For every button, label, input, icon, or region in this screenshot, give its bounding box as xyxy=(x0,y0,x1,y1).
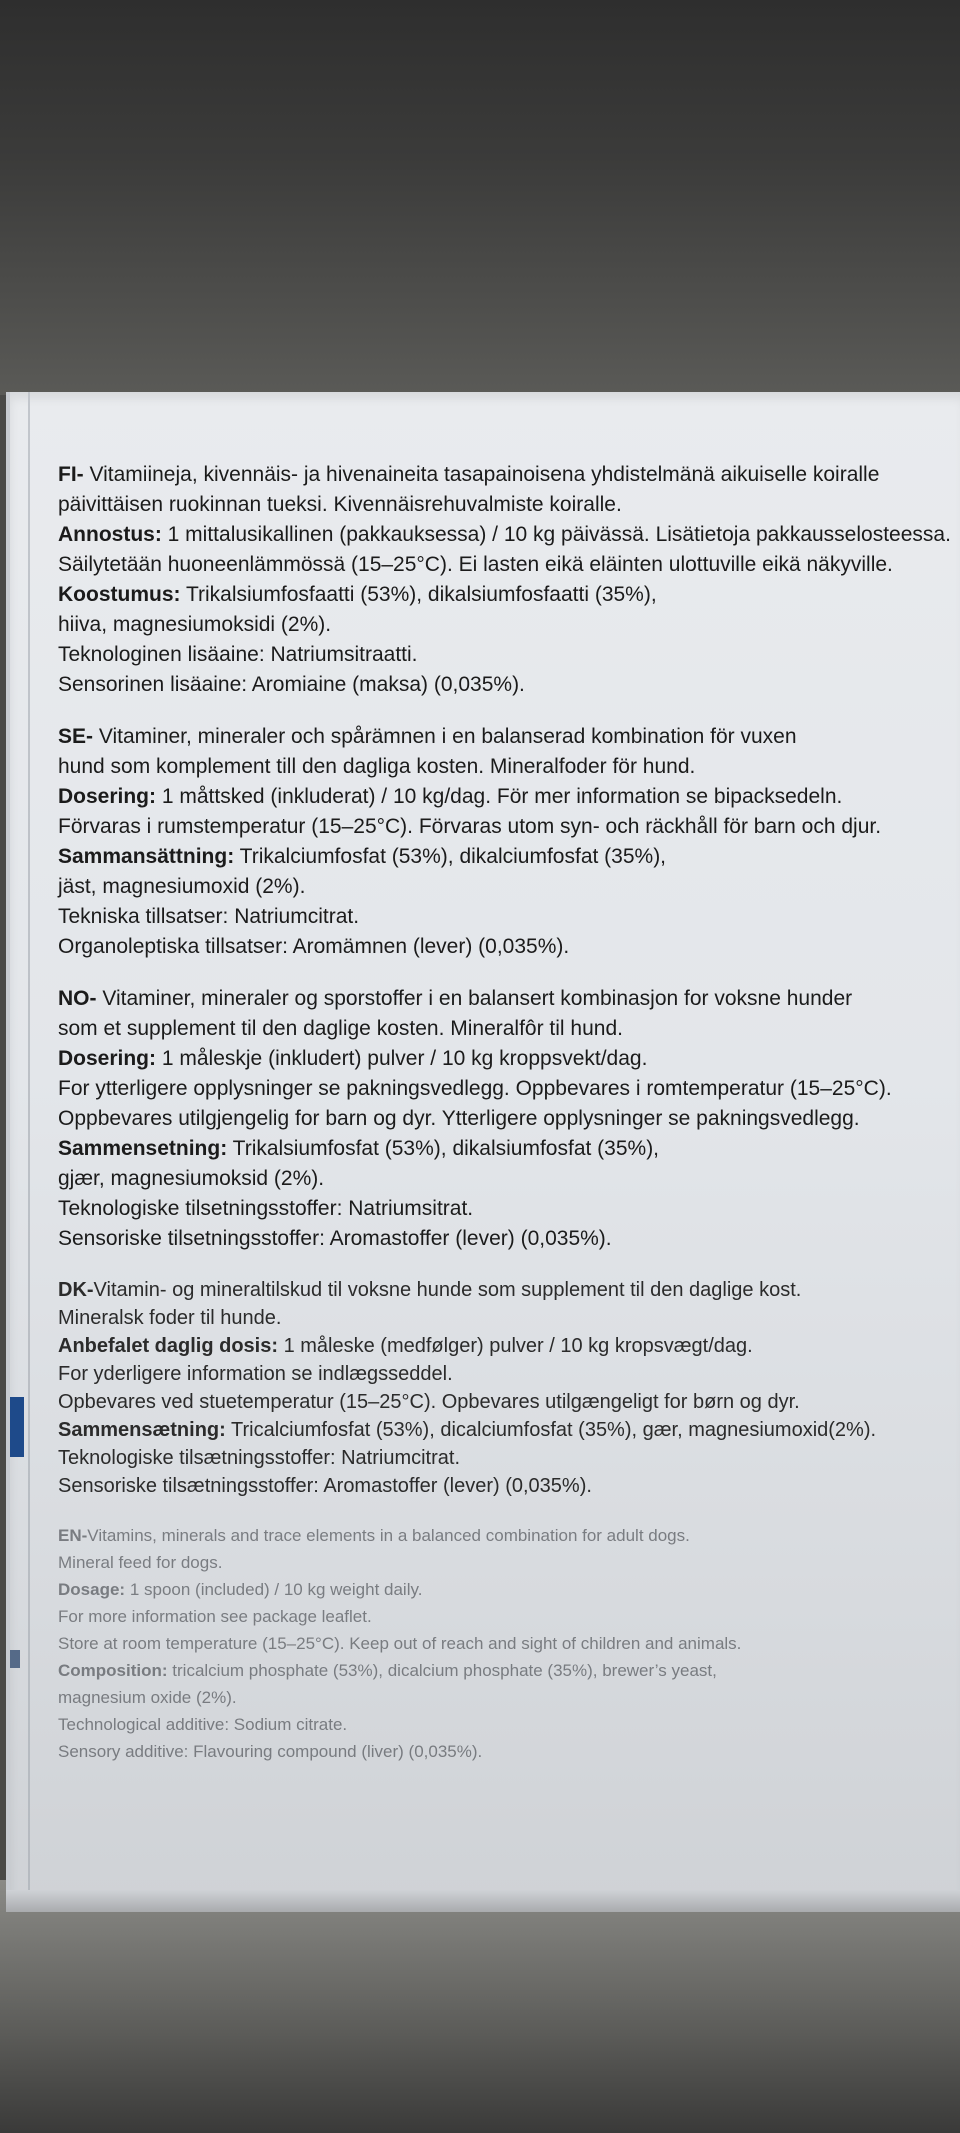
technological-additive: Technological additive: Sodium citrate. xyxy=(58,1715,348,1734)
blue-print-strip-small xyxy=(10,1650,20,1668)
dose-text: 1 måttsked (inkluderat) / 10 kg/dag. För mer information se bipacksedeln. xyxy=(161,785,843,808)
background-bottom xyxy=(0,1880,960,2133)
storage-text: Oppbevares utilgjengelig for barn og dyr. Ytterligere opplysninger se pakningsvedlegg. xyxy=(58,1107,860,1130)
composition-text: gjær, magnesiumoksid (2%). xyxy=(58,1167,325,1190)
label-text xyxy=(58,460,951,1787)
composition-text: magnesium oxide (2%). xyxy=(58,1688,237,1707)
dose-label: Dosering: xyxy=(58,785,157,808)
composition-label: Sammansättning: xyxy=(58,845,235,868)
dose-label: Anbefalet daglig dosis: xyxy=(58,1335,279,1357)
composition-text: Trikalsiumfosfaatti (53%), dikalsiumfosfaatti (35%), xyxy=(185,583,657,606)
info-text: For more information see package leaflet. xyxy=(58,1607,372,1626)
composition-label: Sammensetning: xyxy=(58,1137,228,1160)
composition-text: Trikalsiumfosfat (53%), dikalsiumfosfat (35%), xyxy=(232,1137,660,1160)
info-text: For ytterligere opplysninger se pakningsvedlegg. Oppbevares i romtemperatur (15–25°C). xyxy=(58,1077,892,1100)
section-se xyxy=(58,722,938,962)
dose-text: 1 spoon (included) / 10 kg weight daily. xyxy=(129,1580,423,1599)
composition-text: Tricalciumfosfat (53%), dicalciumfosfat (35%), gær, magnesiumoxid(2%). xyxy=(231,1419,877,1441)
language-code: NO- xyxy=(58,987,97,1010)
sensory-additive: Sensoriske tilsetningsstoffer: Aromastoffer (lever) (0,035%). xyxy=(58,1227,612,1250)
technological-additive: Tekniska tillsatser: Natriumcitrat. xyxy=(58,905,360,928)
intro-text: hund som komplement till den dagliga kosten. Mineralfoder för hund. xyxy=(58,755,696,778)
intro-text: som et supplement til den daglige kosten. Mineralfôr til hund. xyxy=(58,1017,623,1040)
dose-text: 1 måleske (medfølger) pulver / 10 kg kropsvægt/dag. xyxy=(283,1335,753,1357)
dose-label: Annostus: xyxy=(58,523,162,546)
section-en xyxy=(58,1522,938,1765)
dose-text: 1 måleskje (inkludert) pulver / 10 kg kroppsvekt/dag. xyxy=(161,1047,648,1070)
composition-text: Trikalciumfosfat (53%), dikalciumfosfat (35%), xyxy=(239,845,667,868)
language-code: EN- xyxy=(58,1526,88,1545)
sensory-additive: Sensorinen lisäaine: Aromiaine (maksa) (0,035%). xyxy=(58,673,525,696)
sensory-additive: Sensoriske tilsætningsstoffer: Aromastoffer (lever) (0,035%). xyxy=(58,1475,592,1497)
language-code: SE- xyxy=(58,725,94,748)
language-code: FI- xyxy=(58,463,84,486)
dose-label: Dosage: xyxy=(58,1580,126,1599)
info-text: For yderligere information se indlægsseddel. xyxy=(58,1363,453,1385)
dose-label: Dosering: xyxy=(58,1047,157,1070)
intro-text: päivittäisen ruokinnan tueksi. Kivennäisrehuvalmiste koiralle. xyxy=(58,493,622,516)
composition-label: Composition: xyxy=(58,1661,168,1680)
storage-text: Opbevares ved stuetemperatur (15–25°C). Opbevares utilgængeligt for børn og dyr. xyxy=(58,1391,800,1413)
storage-text: Säilytetään huoneenlämmössä (15–25°C). Ei lasten eikä eläinten ulottuville eikä näkyville. xyxy=(58,553,893,576)
section-dk xyxy=(58,1276,938,1500)
intro-text: Vitamins, minerals and trace elements in a balanced combination for adult dogs. xyxy=(87,1526,690,1545)
intro-text: Mineral feed for dogs. xyxy=(58,1553,223,1572)
intro-text: Mineralsk foder til hunde. xyxy=(58,1307,282,1329)
background-top xyxy=(0,0,960,395)
blue-print-strip xyxy=(10,1397,24,1457)
technological-additive: Teknologinen lisäaine: Natriumsitraatti. xyxy=(58,643,418,666)
section-fi xyxy=(58,460,951,700)
composition-text: jäst, magnesiumoxid (2%). xyxy=(58,875,306,898)
composition-text: tricalcium phosphate (53%), dicalcium phosphate (35%), brewer’s yeast, xyxy=(172,1661,717,1680)
storage-text: Förvaras i rumstemperatur (15–25°C). Förvaras utom syn- och räckhåll för barn och djur. xyxy=(58,815,882,838)
intro-text: Vitamiineja, kivennäis- ja hivenaineita tasapainoisena yhdistelmänä aikuiselle koiralle xyxy=(89,463,880,486)
technological-additive: Teknologiske tilsetningsstoffer: Natriumsitrat. xyxy=(58,1197,474,1220)
sensory-additive: Organoleptiska tillsatser: Aromämnen (lever) (0,035%). xyxy=(58,935,570,958)
storage-text: Store at room temperature (15–25°C). Keep out of reach and sight of children and animals. xyxy=(58,1634,742,1653)
language-code: DK- xyxy=(58,1279,94,1301)
sensory-additive: Sensory additive: Flavouring compound (liver) (0,035%). xyxy=(58,1742,483,1761)
composition-text: hiiva, magnesiumoksidi (2%). xyxy=(58,613,332,636)
package-bottom-edge xyxy=(6,1890,960,1912)
box-fold-line xyxy=(28,392,30,1907)
dose-text: 1 mittalusikallinen (pakkauksessa) / 10 kg päivässä. Lisätietoja pakkausselosteessa. xyxy=(167,523,951,546)
technological-additive: Teknologiske tilsætningsstoffer: Natriumcitrat. xyxy=(58,1447,461,1469)
intro-text: Vitamin- og mineraltilskud til voksne hunde som supplement til den daglige kost. xyxy=(93,1279,802,1301)
composition-label: Koostumus: xyxy=(58,583,181,606)
intro-text: Vitaminer, mineraler och spårämnen i en balanserad kombination för vuxen xyxy=(98,725,797,748)
intro-text: Vitaminer, mineraler og sporstoffer i en balansert kombinasjon for voksne hunder xyxy=(102,987,853,1010)
section-no xyxy=(58,984,938,1254)
composition-label: Sammensætning: xyxy=(58,1419,226,1441)
